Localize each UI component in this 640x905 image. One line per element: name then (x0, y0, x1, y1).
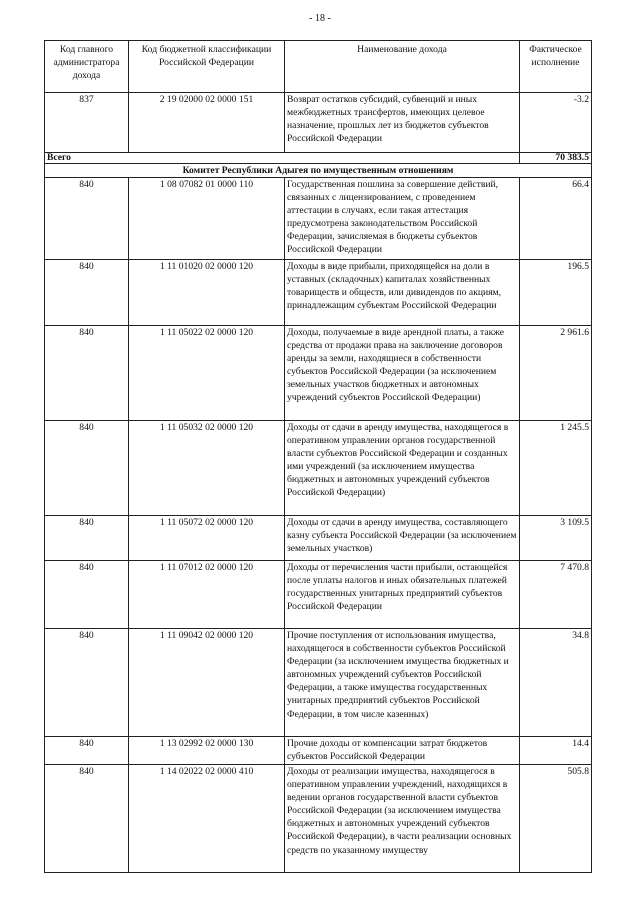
amount-cell: -3.2 (520, 93, 592, 153)
revenue-name-cell: Доходы от реализации имущества, находящегося в оперативном управлении учреждений, находящихся в ведении органов государственной власти субъектов Российской Федерации (за исключением имущества бюджетных и автономных учреждений субъектов Российской Федерации), в части реализации основных средств по указанному имуществу (285, 765, 520, 873)
admin-code-cell: 840 (45, 629, 129, 737)
table-row (45, 260, 592, 326)
revenue-name-cell: Доходы, получаемые в виде арендной платы, а также средства от продажи права на заключение договоров аренды за земли, находящиеся в собственности субъектов Российской Федерации (за исключением земельных участков бюджетных и автономных учреждений субъектов Российской Федерации) (285, 326, 520, 421)
admin-code-cell: 840 (45, 561, 129, 629)
admin-code-cell: 840 (45, 178, 129, 260)
budget-code-cell: 1 13 02992 02 0000 130 (129, 737, 285, 765)
admin-code-cell: 840 (45, 737, 129, 765)
amount-cell: 196.5 (520, 260, 592, 326)
total-amount: 70 383.5 (520, 153, 592, 164)
revenue-name-cell: Доходы в виде прибыли, приходящейся на доли в уставных (складочных) капиталах хозяйственных товариществ и обществ, или дивидендов по акциям, принадлежащим субъектам Российской Федерации (285, 260, 520, 326)
amount-cell: 505.8 (520, 765, 592, 873)
budget-code-cell: 1 08 07082 01 0000 110 (129, 178, 285, 260)
amount-cell: 2 961.6 (520, 326, 592, 421)
revenue-name-cell: Доходы от сдачи в аренду имущества, находящегося в оперативном управлении органов государственной власти субъектов Российской Федерации и созданных ими учреждений (за исключением имущества бюджетных и автономных учреждений субъектов Российской Федерации) (285, 421, 520, 516)
table-row (45, 178, 592, 260)
table-row (45, 93, 592, 153)
amount-cell: 7 470.8 (520, 561, 592, 629)
header-revenue-name: Наименование дохода (285, 41, 520, 93)
admin-code-cell: 840 (45, 421, 129, 516)
header-budget-code: Код бюджетной классификации Российской Федерации (129, 41, 285, 93)
admin-code-cell: 840 (45, 260, 129, 326)
revenue-name-cell: Прочие доходы от компенсации затрат бюджетов субъектов Российской Федерации (285, 737, 520, 765)
table-row (45, 737, 592, 765)
revenue-name-cell: Доходы от перечисления части прибыли, остающейся после уплаты налогов и иных обязательных платежей государственных унитарных предприятий субъектов Российской Федерации (285, 561, 520, 629)
table-row (45, 561, 592, 629)
budget-code-cell: 1 11 05072 02 0000 120 (129, 516, 285, 561)
budget-code-cell: 1 11 01020 02 0000 120 (129, 260, 285, 326)
total-row (45, 153, 592, 164)
revenue-name-cell: Прочие поступления от использования имущества, находящегося в собственности субъектов Российской Федерации (за исключением имущества бюджетных и автономных учреждений субъектов Российской Федерации, а также имущества государственных унитарных предприятий субъектов Российской Федерации, в том числе казенных) (285, 629, 520, 737)
admin-code-cell: 840 (45, 516, 129, 561)
admin-code-cell: 840 (45, 765, 129, 873)
header-actual-amount: Фактическое исполнение (520, 41, 592, 93)
section-title: Комитет Республики Адыгея по имущественным отношениям (45, 164, 592, 178)
table-row (45, 421, 592, 516)
budget-code-cell: 2 19 02000 02 0000 151 (129, 93, 285, 153)
table-row (45, 765, 592, 873)
total-label: Всего (45, 153, 520, 164)
amount-cell: 66.4 (520, 178, 592, 260)
admin-code-cell: 840 (45, 326, 129, 421)
budget-code-cell: 1 14 02022 02 0000 410 (129, 765, 285, 873)
revenue-name-cell: Доходы от сдачи в аренду имущества, составляющего казну субъекта Российской Федерации (за исключением земельных участков) (285, 516, 520, 561)
table-row (45, 326, 592, 421)
revenue-name-cell: Возврат остатков субсидий, субвенций и иных межбюджетных трансфертов, имеющих целевое назначение, прошлых лет из бюджетов субъектов Российской Федерации (285, 93, 520, 153)
table-row (45, 516, 592, 561)
budget-code-cell: 1 11 07012 02 0000 120 (129, 561, 285, 629)
revenue-name-cell: Государственная пошлина за совершение действий, связанных с лицензированием, с проведением аттестации в случаях, если такая аттестация предусмотрена законодательством Российской Федерации, зачисляемая в бюджеты субъектов Российской Федерации (285, 178, 520, 260)
revenue-table (44, 40, 592, 873)
amount-cell: 14.4 (520, 737, 592, 765)
budget-code-cell: 1 11 05022 02 0000 120 (129, 326, 285, 421)
budget-code-cell: 1 11 09042 02 0000 120 (129, 629, 285, 737)
page-number: - 18 - (309, 13, 331, 24)
header-admin-code: Код главного администратора дохода (45, 41, 129, 93)
budget-code-cell: 1 11 05032 02 0000 120 (129, 421, 285, 516)
section-row (45, 164, 592, 178)
amount-cell: 3 109.5 (520, 516, 592, 561)
table-header-row (45, 41, 592, 93)
amount-cell: 1 245.5 (520, 421, 592, 516)
admin-code-cell: 837 (45, 93, 129, 153)
table-row (45, 629, 592, 737)
amount-cell: 34.8 (520, 629, 592, 737)
